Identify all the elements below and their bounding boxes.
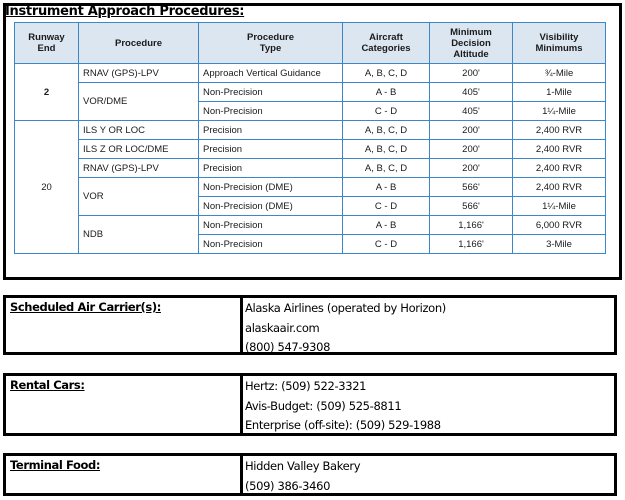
approach-procedures-table: [14, 22, 606, 254]
table-row: [15, 178, 606, 197]
table-row: [15, 159, 606, 178]
visibility-cell: 1¼-Mile: [513, 197, 606, 216]
air-carrier-phone: (800) 547-9308: [245, 340, 331, 354]
procedure-type-cell: Non-Precision: [199, 216, 343, 235]
air-carrier-label: Scheduled Air Carrier(s):: [6, 298, 243, 352]
header-procedure: Procedure: [79, 23, 199, 64]
table-row: [15, 83, 606, 102]
rental-car-hertz: Hertz: (509) 522-3321: [245, 379, 367, 393]
aircraft-categories-cell: A, B, C, D: [343, 121, 430, 140]
aircraft-categories-cell: C - D: [343, 235, 430, 254]
rental-cars-details: [243, 376, 443, 433]
mda-cell: 200': [430, 64, 513, 83]
procedure-cell: ILS Y OR LOC: [79, 121, 199, 140]
procedure-type-cell: Non-Precision: [199, 102, 343, 121]
mda-cell: 405': [430, 102, 513, 121]
rental-cars-box: [3, 373, 617, 436]
procedure-type-cell: Precision: [199, 159, 343, 178]
visibility-cell: 6,000 RVR: [513, 216, 606, 235]
procedure-type-cell: Non-Precision: [199, 83, 343, 102]
header-minimum-decision-altitude: Minimum Decision Altitude: [430, 23, 513, 64]
table-row: [15, 121, 606, 140]
mda-cell: 566': [430, 197, 513, 216]
terminal-food-label: Terminal Food:: [6, 456, 243, 493]
mda-cell: 405': [430, 83, 513, 102]
visibility-cell: 1-Mile: [513, 83, 606, 102]
aircraft-categories-cell: A, B, C, D: [343, 140, 430, 159]
runway-end-cell: 20: [15, 121, 79, 254]
terminal-food-box: [3, 453, 617, 496]
header-runway-end: Runway End: [15, 23, 79, 64]
procedure-cell: VOR/DME: [79, 83, 199, 121]
air-carrier-name: Alaska Airlines (operated by Horizon): [245, 301, 446, 315]
procedure-type-cell: Approach Vertical Guidance: [199, 64, 343, 83]
table-row: [15, 216, 606, 235]
aircraft-categories-cell: A, B, C, D: [343, 64, 430, 83]
visibility-cell: 1¼-Mile: [513, 102, 606, 121]
mda-cell: 566': [430, 178, 513, 197]
procedure-type-cell: Non-Precision (DME): [199, 178, 343, 197]
procedure-type-cell: Precision: [199, 121, 343, 140]
rental-cars-label: Rental Cars:: [6, 376, 243, 433]
header-aircraft-categories: Aircraft Categories: [343, 23, 430, 64]
visibility-cell: 2,400 RVR: [513, 178, 606, 197]
procedure-cell: RNAV (GPS)-LPV: [79, 64, 199, 83]
visibility-cell: 3-Mile: [513, 235, 606, 254]
rental-car-avis-budget: Avis-Budget: (509) 525-8811: [245, 398, 402, 413]
procedure-type-cell: Non-Precision: [199, 235, 343, 254]
terminal-food-phone: (509) 386-3460: [245, 478, 331, 493]
procedure-cell: NDB: [79, 216, 199, 254]
procedure-cell: VOR: [79, 178, 199, 216]
aircraft-categories-cell: C - D: [343, 197, 430, 216]
table-row: [15, 64, 606, 83]
aircraft-categories-cell: C - D: [343, 102, 430, 121]
visibility-cell: ¾-Mile: [513, 64, 606, 83]
mda-cell: 200': [430, 121, 513, 140]
mda-cell: 200': [430, 159, 513, 178]
procedure-type-cell: Non-Precision (DME): [199, 197, 343, 216]
section-title-instrument-approach: Instrument Approach Procedures:: [5, 4, 245, 19]
visibility-cell: 2,400 RVR: [513, 140, 606, 159]
header-visibility-minimums: Visibility Minimums: [513, 23, 606, 64]
procedure-cell: ILS Z OR LOC/DME: [79, 140, 199, 159]
aircraft-categories-cell: A - B: [343, 83, 430, 102]
visibility-cell: 2,400 RVR: [513, 159, 606, 178]
mda-cell: 1,166': [430, 216, 513, 235]
terminal-food-details: [243, 456, 362, 493]
aircraft-categories-cell: A - B: [343, 178, 430, 197]
visibility-cell: 2,400 RVR: [513, 121, 606, 140]
aircraft-categories-cell: A - B: [343, 216, 430, 235]
rental-car-enterprise: Enterprise (off-site): (509) 529-1988: [245, 418, 441, 432]
header-procedure-type: Procedure Type: [199, 23, 343, 64]
terminal-food-name: Hidden Valley Bakery: [245, 459, 361, 473]
table-header-row: [15, 23, 606, 64]
procedure-cell: RNAV (GPS)-LPV: [79, 159, 199, 178]
procedure-type-cell: Precision: [199, 140, 343, 159]
air-carrier-box: [3, 295, 617, 355]
mda-cell: 1,166': [430, 235, 513, 254]
runway-end-cell: 2: [15, 64, 79, 121]
table-row: [15, 140, 606, 159]
mda-cell: 200': [430, 140, 513, 159]
aircraft-categories-cell: A, B, C, D: [343, 159, 430, 178]
air-carrier-details: [243, 298, 448, 352]
air-carrier-website: alaskaair.com: [245, 320, 320, 335]
